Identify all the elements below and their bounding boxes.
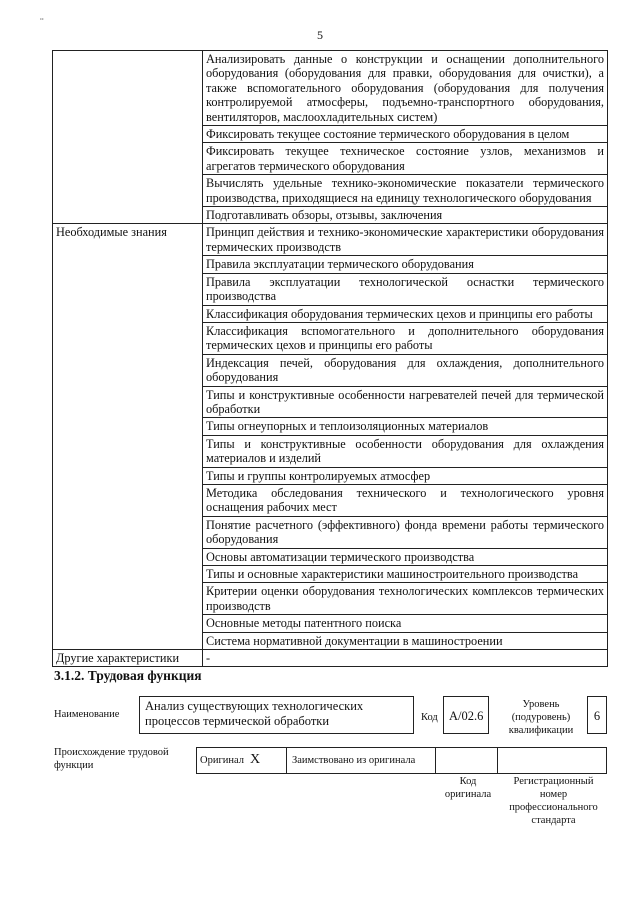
row-text-cell: Система нормативной документации в машиностроении	[203, 632, 608, 649]
row-text-cell: Основы автоматизации термического производства	[203, 548, 608, 565]
name-box	[139, 696, 414, 734]
row-text-cell: Подготавливать обзоры, отзывы, заключения	[203, 207, 608, 224]
row-text-cell: Типы и конструктивные особенности оборудования для охлаждения материалов и изделий	[203, 435, 608, 467]
row-text-cell: Типы огнеупорных и теплоизоляционных материалов	[203, 418, 608, 435]
row-label-cell	[53, 51, 203, 224]
tick-mark: ¨	[40, 16, 44, 28]
row-text-cell: Анализировать данные о конструкции и оснащении дополнительного оборудования (оборудования для правки, оборудования для очистки), а также вспомогательного оборудования (оборудования для получения контролируемой атмосферы, подъемно-транспортного оборудования, вентиляторов, маслоохладительных систем)	[203, 51, 608, 126]
table-row	[53, 650, 608, 667]
name-label: Наименование	[54, 709, 120, 720]
name-value: Анализ существующих технологических процессов термической обработки	[145, 699, 364, 728]
code-box	[443, 696, 489, 734]
row-text-cell: Критерии оценки оборудования технологических комплексов термических производств	[203, 583, 608, 615]
table-row	[53, 224, 608, 256]
origin-label: Происхождение трудовой функции	[54, 747, 169, 771]
origin-code-caption: Код оригинала	[444, 776, 492, 800]
row-label-cell: Другие характеристики	[53, 650, 203, 667]
table-row	[53, 51, 608, 126]
code-label: Код	[421, 712, 438, 723]
level-value: 6	[593, 709, 601, 723]
row-text-cell: Типы и основные характеристики машиностроительного производства	[203, 566, 608, 583]
borrowed-label: Заимствовано из оригинала	[292, 755, 416, 766]
origin-divider-2	[435, 747, 436, 774]
row-text-cell: Принцип действия и технико-экономические характеристики оборудования термических производств	[203, 224, 608, 256]
original-label: Оригинал	[200, 755, 244, 766]
knowledge-table	[52, 50, 608, 667]
row-text-cell: Основные методы патентного поиска	[203, 615, 608, 632]
level-label: Уровень (подуровень) квалификации	[508, 699, 574, 736]
row-text-cell: Типы и группы контролируемых атмосфер	[203, 467, 608, 484]
row-text-cell: Индексация печей, оборудования для охлаждения, дополнительного оборудования	[203, 354, 608, 386]
row-text-cell: Правила эксплуатации технологической оснастки термического производства	[203, 273, 608, 305]
row-text-cell: Классификация оборудования термических цехов и принципы его работы	[203, 305, 608, 322]
origin-divider-1	[286, 747, 287, 774]
row-text-cell: Фиксировать текущее техническое состояние узлов, механизмов и агрегатов термического оборудования	[203, 143, 608, 175]
original-mark: X	[250, 752, 261, 767]
row-text-cell: Правила эксплуатации термического оборудования	[203, 256, 608, 273]
section-title: 3.1.2. Трудовая функция	[54, 668, 202, 683]
level-box	[587, 696, 607, 734]
row-text-cell: Понятие расчетного (эффективного) фонда времени работы термического оборудования	[203, 516, 608, 548]
origin-divider-3	[497, 747, 498, 774]
row-text-cell: -	[203, 650, 608, 667]
row-text-cell: Типы и конструктивные особенности нагревателей печей для термической обработки	[203, 386, 608, 418]
row-text-cell: Классификация вспомогательного и дополнительного оборудования термических цехов и принципы его работы	[203, 322, 608, 354]
row-text-cell: Вычислять удельные технико-экономические показатели термического производства, приходящиеся на единицу технологического оборудования	[203, 175, 608, 207]
row-text-cell: Методика обследования технического и технологического уровня оснащения рабочих мест	[203, 484, 608, 516]
reg-number-caption: Регистрационный номер профессионального стандарта	[509, 776, 598, 826]
code-value: А/02.6	[449, 709, 484, 723]
page-number: 5	[317, 28, 323, 42]
row-label-cell: Необходимые знания	[53, 224, 203, 650]
row-text-cell: Фиксировать текущее состояние термического оборудования в целом	[203, 126, 608, 143]
